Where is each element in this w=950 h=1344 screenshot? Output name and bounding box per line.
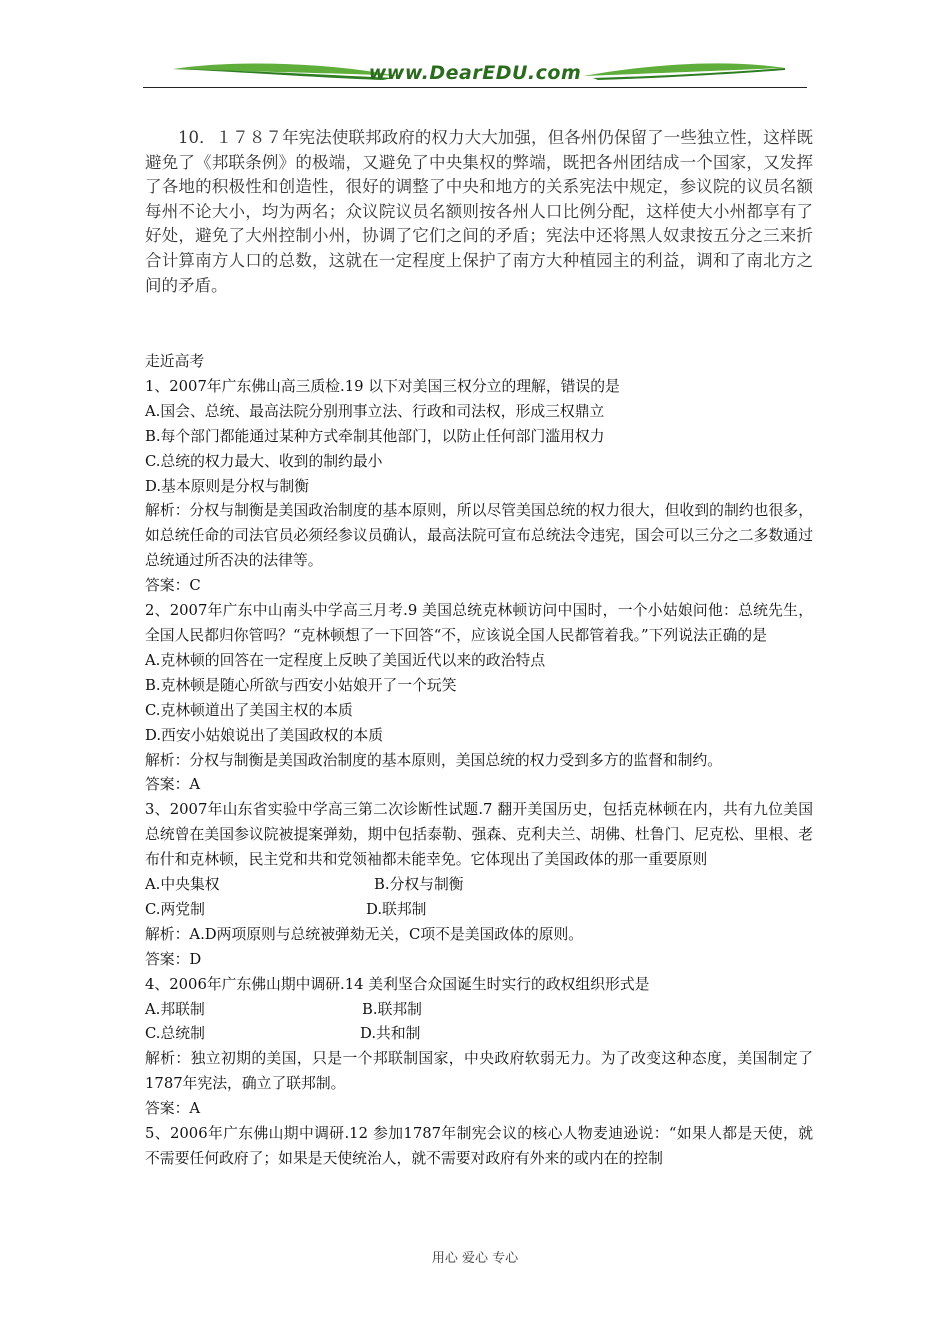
q4-option-c: C.总统制 — [145, 1025, 205, 1043]
q2-stem: 2、2007年广东中山南头中学高三月考.9 美国总统克林顿访问中国时，一个小姑娘问他：总统先生，全国人民都归你管吗？“克林顿想了一下回答“不，应该说全国人民都管着我。”下列说法正确的是 — [145, 602, 813, 644]
q5-stem: 5、2006年广东佛山期中调研.12 参加1787年制宪会议的核心人物麦迪逊说：“如果人都是天使，就不需要任何政府了；如果是天使统治人，就不需要对政府有外来的或内在的控制 — [145, 1125, 813, 1167]
q4-option-b: B.联邦制 — [362, 1000, 422, 1018]
q1-option-d: D.基本原则是分权与制衡 — [145, 477, 310, 495]
q4-option-a: A.邦联制 — [145, 1000, 205, 1018]
q4-option-d: D.共和制 — [360, 1025, 421, 1043]
q1-stem: 1、2007年广东佛山高三质检.19 以下对美国三权分立的理解，错误的是 — [145, 377, 620, 395]
site-header — [143, 56, 807, 92]
q3-option-c: C.两党制 — [145, 900, 205, 918]
q1-option-b: B.每个部门都能通过某种方式牵制其他部门，以防止任何部门滥用权力 — [145, 427, 605, 445]
q1-option-c: C.总统的权力最大、收到的制约最小 — [145, 452, 383, 470]
q2-option-a: A.克林顿的回答在一定程度上反映了美国近代以来的政治特点 — [145, 651, 546, 669]
exam-section — [145, 350, 813, 1172]
q2-option-d: D.西安小姑娘说出了美国政权的本质 — [145, 726, 383, 744]
q3-option-b: B.分权与制衡 — [374, 876, 464, 894]
q2-answer: 答案：A — [145, 776, 201, 794]
page-footer: 用心 爱心 专心 — [431, 1251, 519, 1266]
q4-analysis: 解析：独立初期的美国，只是一个邦联制国家，中央政府软弱无力。为了改变这种态度，美国制定了1787年宪法，确立了联邦制。 — [145, 1050, 813, 1093]
q1-option-a: A.国会、总统、最高法院分别刑事立法、行政和司法权，形成三权鼎立 — [145, 402, 605, 420]
intro-paragraph-block — [145, 126, 813, 298]
q3-option-a: A.中央集权 — [145, 876, 220, 894]
q4-answer: 答案：A — [145, 1100, 201, 1118]
q4-options-row-2 — [145, 1022, 813, 1047]
q4-stem: 4、2006年广东佛山期中调研.14 美利坚合众国诞生时实行的政权组织形式是 — [145, 975, 650, 993]
q1-analysis: 解析：分权与制衡是美国政治制度的基本原则，所以尽管美国总统的权力很大，但收到的制约也很多，如总统任命的司法官员必须经参议员确认，最高法院可宣布总统法令违宪，国会可以三分之二多数通过总统通过所否决的法律等。 — [145, 502, 813, 570]
q4-options-row-1 — [145, 998, 813, 1023]
q2-option-c: C.克林顿道出了美国主权的本质 — [145, 701, 353, 719]
site-name: www.DearEDU.com — [368, 62, 582, 84]
q3-options-row-1 — [145, 873, 813, 898]
q3-options-row-2 — [145, 898, 813, 923]
section-title: 走近高考 — [145, 353, 205, 370]
header-rule — [143, 87, 807, 88]
q3-stem: 3、2007年山东省实验中学高三第二次诊断性试题.7 翻开美国历史，包括克林顿在内，共有九位美国总统曾在美国参议院被提案弹劾，期中包括泰勒、强森、克利夫兰、胡佛、杜鲁门、尼克松、里根、老布什和克林顿，民主党和共和党领袖都未能幸免。它体现出了美国政体的那一重要原则 — [145, 801, 813, 869]
q2-option-b: B.克林顿是随心所欲与西安小姑娘开了一个玩笑 — [145, 676, 457, 694]
q3-answer: 答案：D — [145, 950, 202, 968]
q3-option-d: D.联邦制 — [366, 900, 427, 918]
q1-answer: 答案：C — [145, 577, 201, 595]
q3-analysis: 解析：A.D两项原则与总统被弹劾无关，C项不是美国政体的原则。 — [145, 925, 584, 943]
q2-analysis: 解析：分权与制衡是美国政治制度的基本原则，美国总统的权力受到多方的监督和制约。 — [145, 751, 723, 769]
intro-paragraph: 10．１７８７年宪法使联邦政府的权力大大加强，但各州仍保留了一些独立性，这样既避免了《邦联条例》的极端，又避免了中央集权的弊端，既把各州团结成一个国家，又发挥了各地的积极性和创造性，很好的调整了中央和地方的关系宪法中规定，参议院的议员名额每州不论大小，均为两名；众议院议员名额则按各州人口比例分配，这样使大小州都享有了好处，避免了大州控制小州，协调了它们之间的矛盾；宪法中还将黑人奴隶按五分之三来折合计算南方人口的总数，这就在一定程度上保护了南方大种植园主的利益，调和了南北方之间的矛盾。 — [145, 128, 813, 295]
